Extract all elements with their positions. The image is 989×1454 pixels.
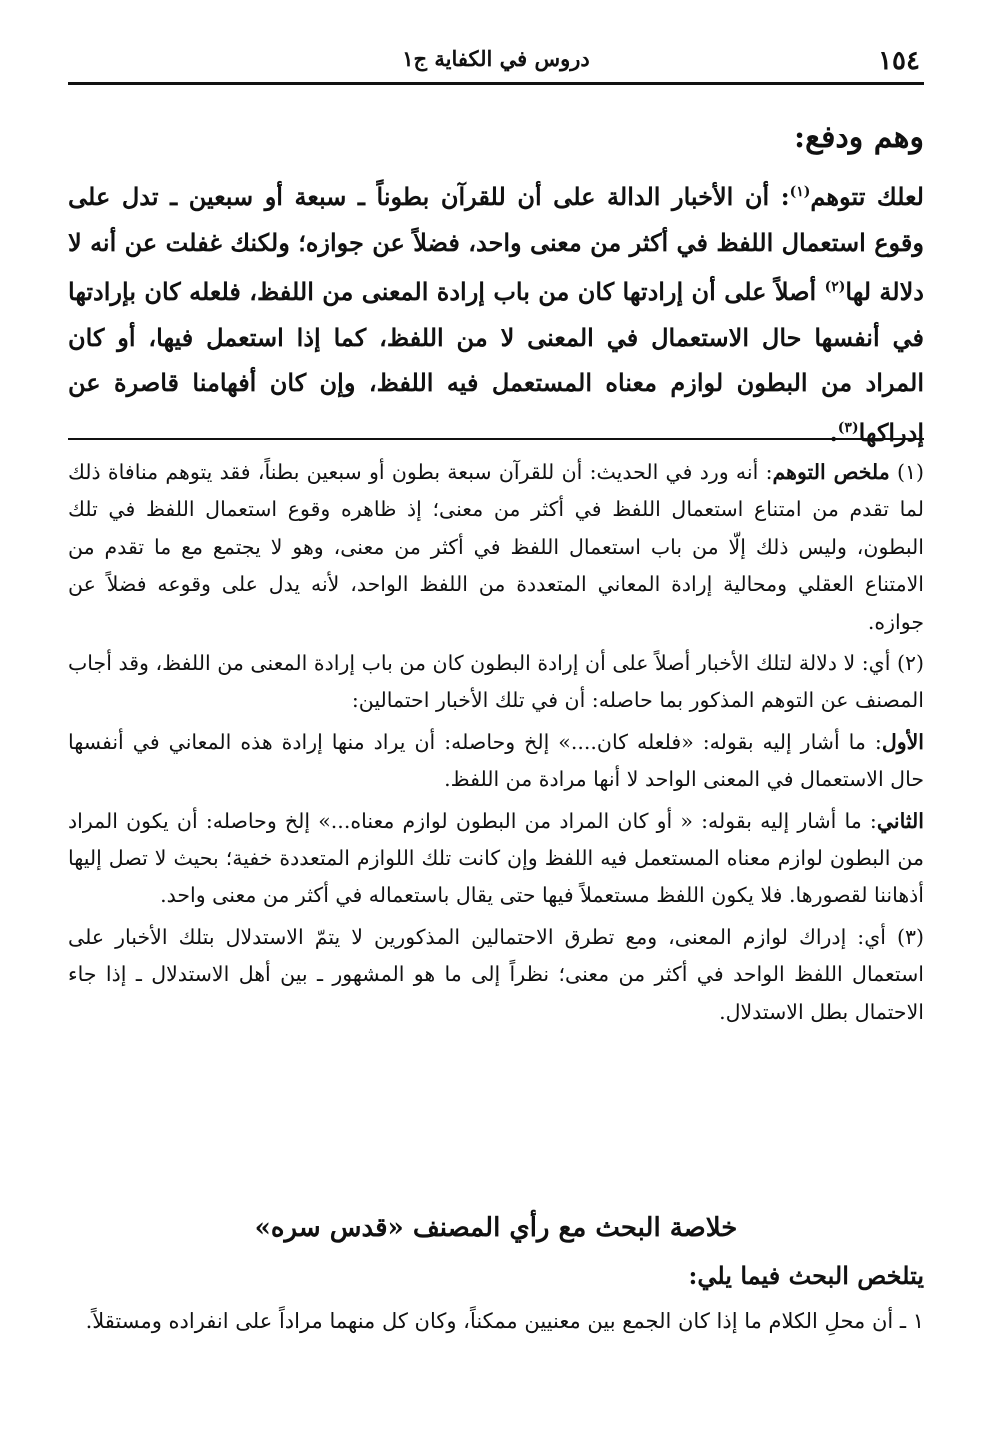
footnote-2-second-label: الثاني [876, 808, 924, 833]
footnote-2-first [68, 724, 924, 799]
footnote-1-text: : أنه ورد في الحديث: أن للقرآن سبعة بطون أو سبعين بطناً، فقد يتوهم منافاة ذلك لما تقدم من امتناع استعمال اللفظ في أكثر من معنى؛ إذ ظاهره وقوع استعمال اللفظ في تلك البطون، وليس ذلك إلّا من باب استعمال اللفظ في أكثر من معنى، وهو لا يجتمع مع ما تقدم من الامتناع العقلي ومحالية إرادة المعاني المتعددة من اللفظ الواحد، لأنه يدل على وقوعه فضلاً عن جوازه. [68, 460, 924, 634]
footnote-ref-3: (٣) [837, 419, 859, 436]
footnote-1-label: ملخص التوهم [772, 460, 890, 484]
footnote-2: (٢) أي: لا دلالة لتلك الأخبار أصلاً على أن إرادة البطون كان من باب إرادة المعنى من اللفظ، وقد أجاب المصنف عن التوهم المذكور بما حاصله: أن في تلك الأخبار احتمالين: [68, 651, 924, 713]
footnote-divider [68, 438, 924, 440]
summary-section [68, 1204, 924, 1342]
footnote-ref-2: (٢) [824, 279, 846, 295]
footnote-ref-1: (١) [789, 184, 811, 200]
page-header [68, 42, 924, 85]
footnote-2-first-label: الأول [881, 729, 924, 754]
summary-intro: يتلخص البحث فيما يلي: [688, 1261, 924, 1290]
main-paragraph [68, 170, 924, 455]
main-text-part-2: : أن الأخبار الدالة على أن للقرآن بطوناً ـ سبعة أو سبعين ـ تدل على وقوع استعمال اللفظ في أكثر من معنى واحد، فضلاً عن جوازه؛ ولكنك غفلت عن أنه لا دلالة لها [68, 182, 924, 306]
main-text-part-3: أصلاً على أن إرادتها كان من باب إرادة المعنى من اللفظ، فلعله كان بإرادتها في أنفسها حال الاستعمال في المعنى لا من اللفظ، كما إذا استعمل فيها، أو كان المراد من البطون لوازم معناه المستعمل فيه اللفظ، وإن كان أفهامنا قاصرة عن إدراكها [68, 277, 924, 447]
footnotes [68, 454, 924, 1035]
footnote-2-second [68, 803, 924, 915]
main-text-part-4: . [829, 417, 838, 447]
footnote-2-second-text: : ما أشار إليه بقوله: « أو كان المراد من البطون لوازم معناه...» إلخ وحاصله: أن يكون المراد من البطون لوازم معناه المستعمل فيه اللفظ وإن كانت تلك اللوازم المتعددة خفية؛ بحيث لا تصل إليها أذهاننا لقصورها. فلا يكون اللفظ مستعملاً فيها حتى يقال باستعماله في أكثر من معنى واحد. [68, 808, 924, 908]
footnote-1 [68, 454, 924, 641]
footnote-2-first-text: : ما أشار إليه بقوله: «فلعله كان....» إلخ وحاصله: أن يراد منها إرادة هذه المعاني في أنفسها حال الاستعمال في المعنى الواحد لا أنها مرادة من اللفظ. [68, 729, 924, 792]
footnote-3: (٣) أي: إدراك لوازم المعنى، ومع تطرق الاحتمالين المذكورين لا يتمّ الاستدلال بتلك الأخبار على استعمال اللفظ الواحد في أكثر من معنى؛ نظراً إلى ما هو المشهور ـ بين أهل الاستدلال ـ إذا جاء الاحتمال بطل الاستدلال. [68, 924, 924, 1024]
summary-title: خلاصة البحث مع رأي المصنف «قدس سره» [254, 1213, 738, 1243]
page-number: ١٥٤ [878, 46, 920, 76]
section-heading: وهم ودفع: [794, 120, 924, 155]
main-text-part-1: لعلك تتوهم [810, 182, 924, 211]
main-section [68, 112, 924, 455]
summary-item-1: ١ ـ أن محلِ الكلام ما إذا كان الجمع بين معنيين ممكناً، وكان كل منهما مراداً على انفراده ومستقلاً. [85, 1309, 924, 1333]
running-title: دروس في الكفاية ج١ [402, 46, 590, 71]
footnote-1-number: (١) [889, 460, 924, 484]
